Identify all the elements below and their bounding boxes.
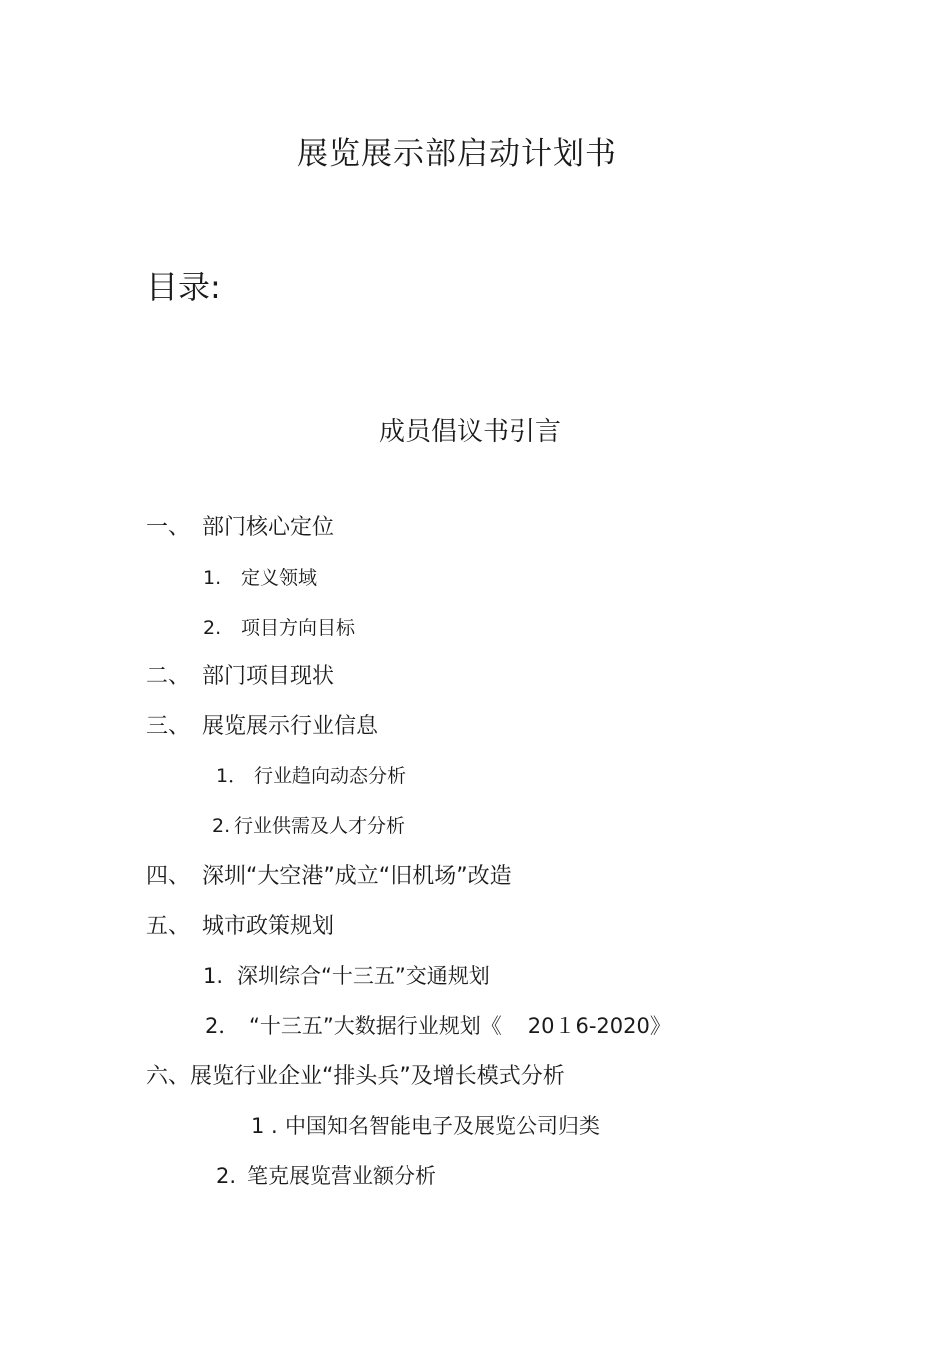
toc-entry-section-4 xyxy=(146,866,512,888)
toc-entry-number: 2. xyxy=(203,617,222,639)
toc-entry-number: 二、 xyxy=(146,664,191,689)
toc-entry-section-3 xyxy=(146,716,378,738)
toc-entry-label: 部门项目现状 xyxy=(202,664,335,689)
toc-entry-label: 部门核心定位 xyxy=(202,515,335,540)
toc-entry-label: 展览展示行业信息 xyxy=(202,714,379,739)
toc-entry-label-tail: 20１6-2020》 xyxy=(527,1014,671,1038)
document-title: 展览展示部启动计划书 xyxy=(297,136,617,172)
toc-entry-label: 城市政策规划 xyxy=(202,914,335,939)
toc-entry-section-3-1 xyxy=(216,767,406,786)
toc-entry-number: 三、 xyxy=(146,714,191,739)
toc-entry-label: 定义领域 xyxy=(241,567,318,589)
toc-entry-section-1 xyxy=(146,517,334,539)
toc-entry-number: 四、 xyxy=(146,864,191,889)
toc-entry-label: 展览行业企业“排头兵”及增长模式分析 xyxy=(190,1064,565,1089)
toc-entry-number: 2. xyxy=(212,815,231,837)
toc-entry-section-6-1 xyxy=(251,1116,600,1137)
toc-entry-section-2 xyxy=(146,666,334,688)
toc-entry-label: 行业供需及人才分析 xyxy=(234,815,406,837)
toc-entry-section-6 xyxy=(146,1066,565,1088)
toc-entry-section-1-2 xyxy=(203,619,355,638)
toc-entry-number: 2． xyxy=(205,1014,240,1038)
toc-entry-number: 一、 xyxy=(146,515,191,540)
toc-entry-number: 1． xyxy=(216,765,248,787)
toc-entry-label: 笔克展览营业额分析 xyxy=(247,1164,436,1188)
intro-heading: 成员倡议书引言 xyxy=(378,417,561,447)
toc-entry-number: 1 . xyxy=(251,1114,278,1138)
toc-entry-label: 中国知名智能电子及展览公司归类 xyxy=(285,1114,600,1138)
toc-entry-section-3-2 xyxy=(212,817,405,836)
toc-heading: 目录: xyxy=(146,268,221,306)
toc-entry-section-6-2 xyxy=(216,1166,436,1187)
toc-entry-section-5 xyxy=(146,916,334,938)
toc-entry-section-5-1 xyxy=(203,966,490,987)
toc-entry-number: 五、 xyxy=(146,914,191,939)
toc-entry-section-5-2 xyxy=(205,1016,671,1037)
toc-entry-number: 2. xyxy=(216,1164,237,1188)
toc-entry-label: 深圳综合“十三五”交通规划 xyxy=(237,964,490,988)
toc-entry-number: 六、 xyxy=(146,1064,191,1089)
toc-entry-label: 项目方向目标 xyxy=(241,617,356,639)
toc-entry-label: 深圳“大空港”成立“旧机场”改造 xyxy=(202,864,512,889)
toc-entry-number: 1. xyxy=(203,964,224,988)
toc-entry-label: “十三五”大数据行业规划《 xyxy=(249,1014,502,1038)
toc-entry-section-1-1 xyxy=(203,569,317,588)
toc-entry-number: 1. xyxy=(203,567,222,589)
toc-entry-label: 行业趋向动态分析 xyxy=(254,765,407,787)
